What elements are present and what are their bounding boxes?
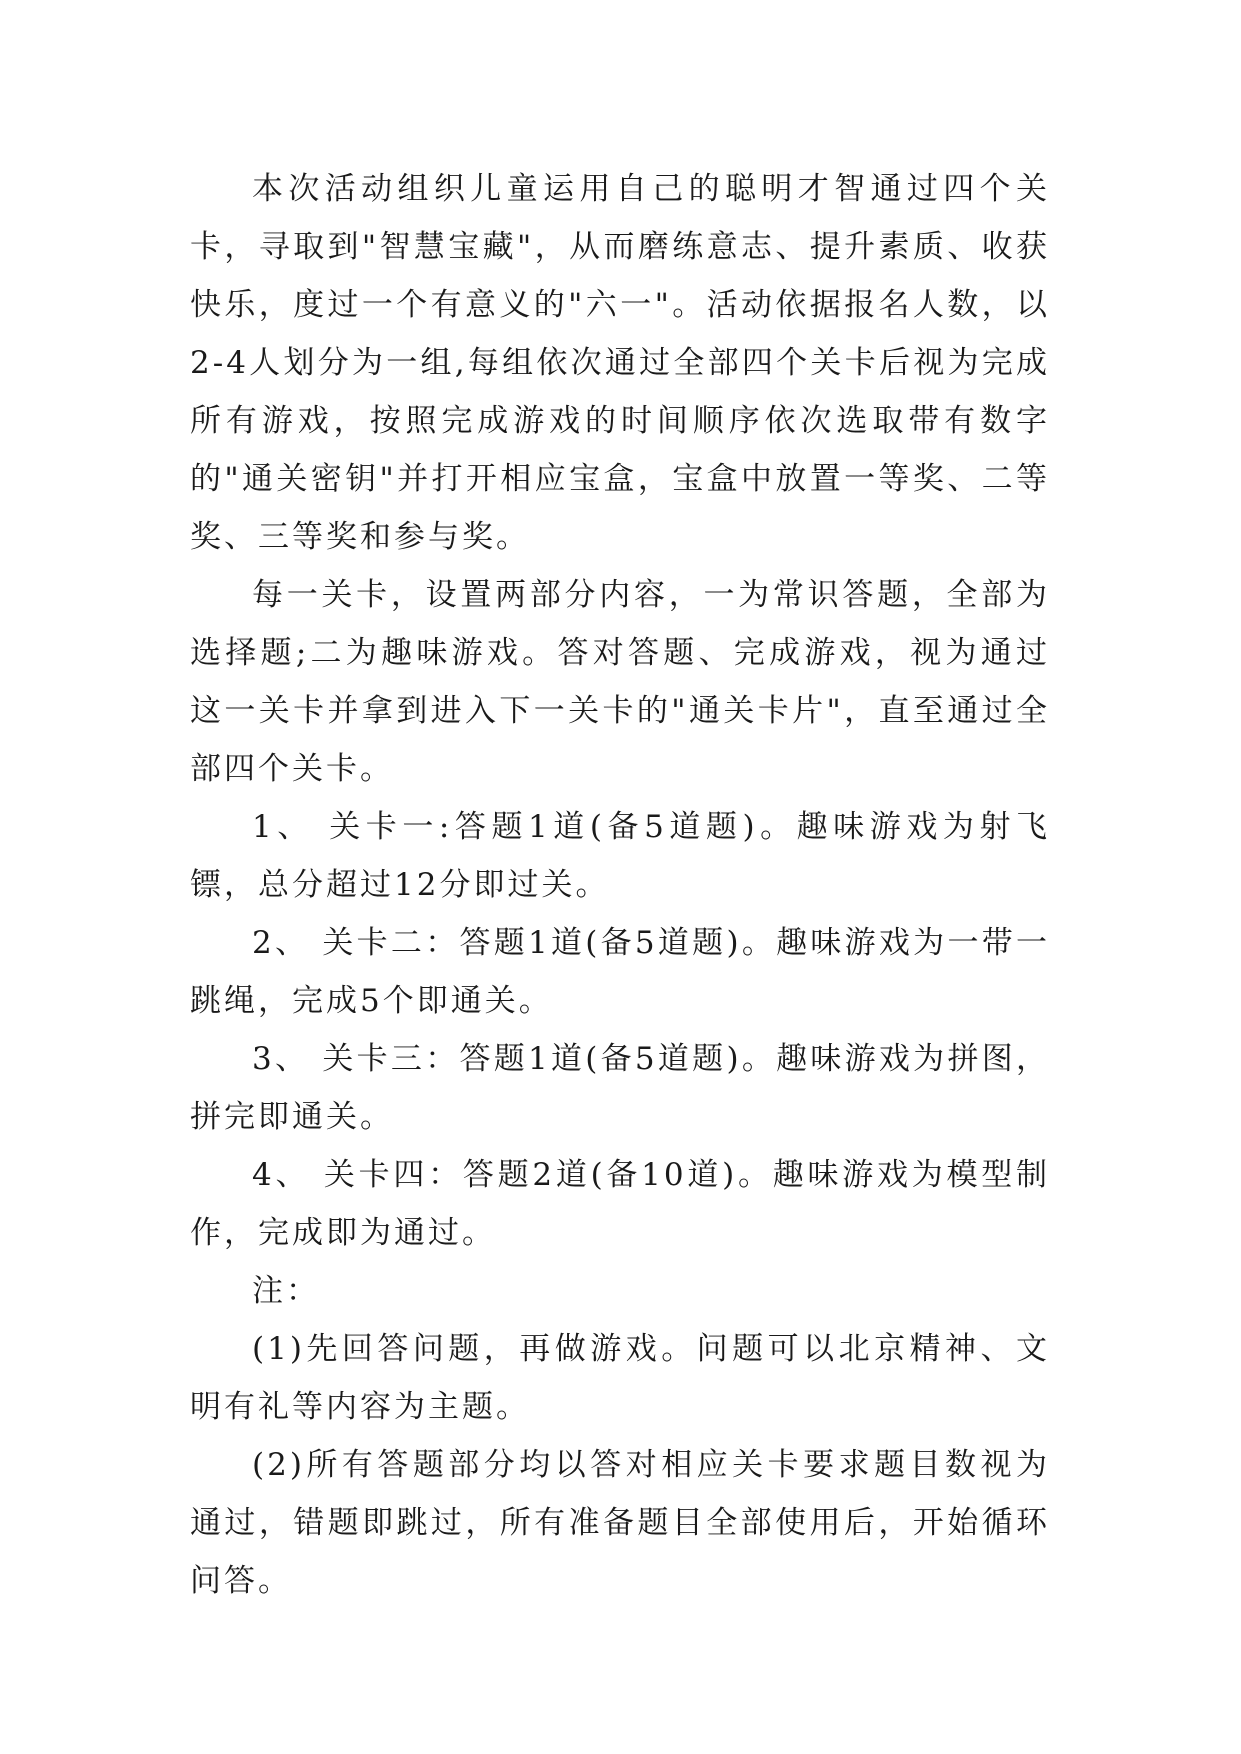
paragraph-rules: 每一关卡，设置两部分内容，一为常识答题，全部为选择题;二为趣味游戏。答对答题、完成游戏，视为通过这一关卡并拿到进入下一关卡的"通关卡片"，直至通过全部四个关卡。 [190, 577, 1050, 787]
paragraph-note-1: (1)先回答问题，再做游戏。问题可以北京精神、文明有礼等内容为主题。 [190, 1331, 1050, 1425]
paragraph-note-2: (2)所有答题部分均以答对相应关卡要求题目数视为通过，错题即跳过，所有准备题目全部使用后，开始循环问答。 [190, 1447, 1050, 1599]
document-body [190, 160, 1050, 1610]
paragraph-level-2: 2、 关卡二：答题1道(备5道题)。趣味游戏为一带一跳绳，完成5个即通关。 [190, 925, 1050, 1019]
paragraph-level-3: 3、 关卡三：答题1道(备5道题)。趣味游戏为拼图，拼完即通关。 [190, 1041, 1050, 1135]
paragraph-level-4: 4、 关卡四：答题2道(备10道)。趣味游戏为模型制作，完成即为通过。 [190, 1157, 1050, 1251]
paragraph-intro: 本次活动组织儿童运用自己的聪明才智通过四个关卡，寻取到"智慧宝藏"，从而磨练意志、提升素质、收获快乐，度过一个有意义的"六一"。活动依据报名人数，以2-4人划分为一组,每组依次通过全部四个关卡后视为完成所有游戏，按照完成游戏的时间顺序依次选取带有数字的"通关密钥"并打开相应宝盒，宝盒中放置一等奖、二等奖、三等奖和参与奖。 [190, 171, 1050, 555]
paragraph-level-1: 1、 关卡一:答题1道(备5道题)。趣味游戏为射飞镖，总分超过12分即过关。 [190, 809, 1050, 903]
paragraph-note-heading: 注： [252, 1273, 320, 1309]
